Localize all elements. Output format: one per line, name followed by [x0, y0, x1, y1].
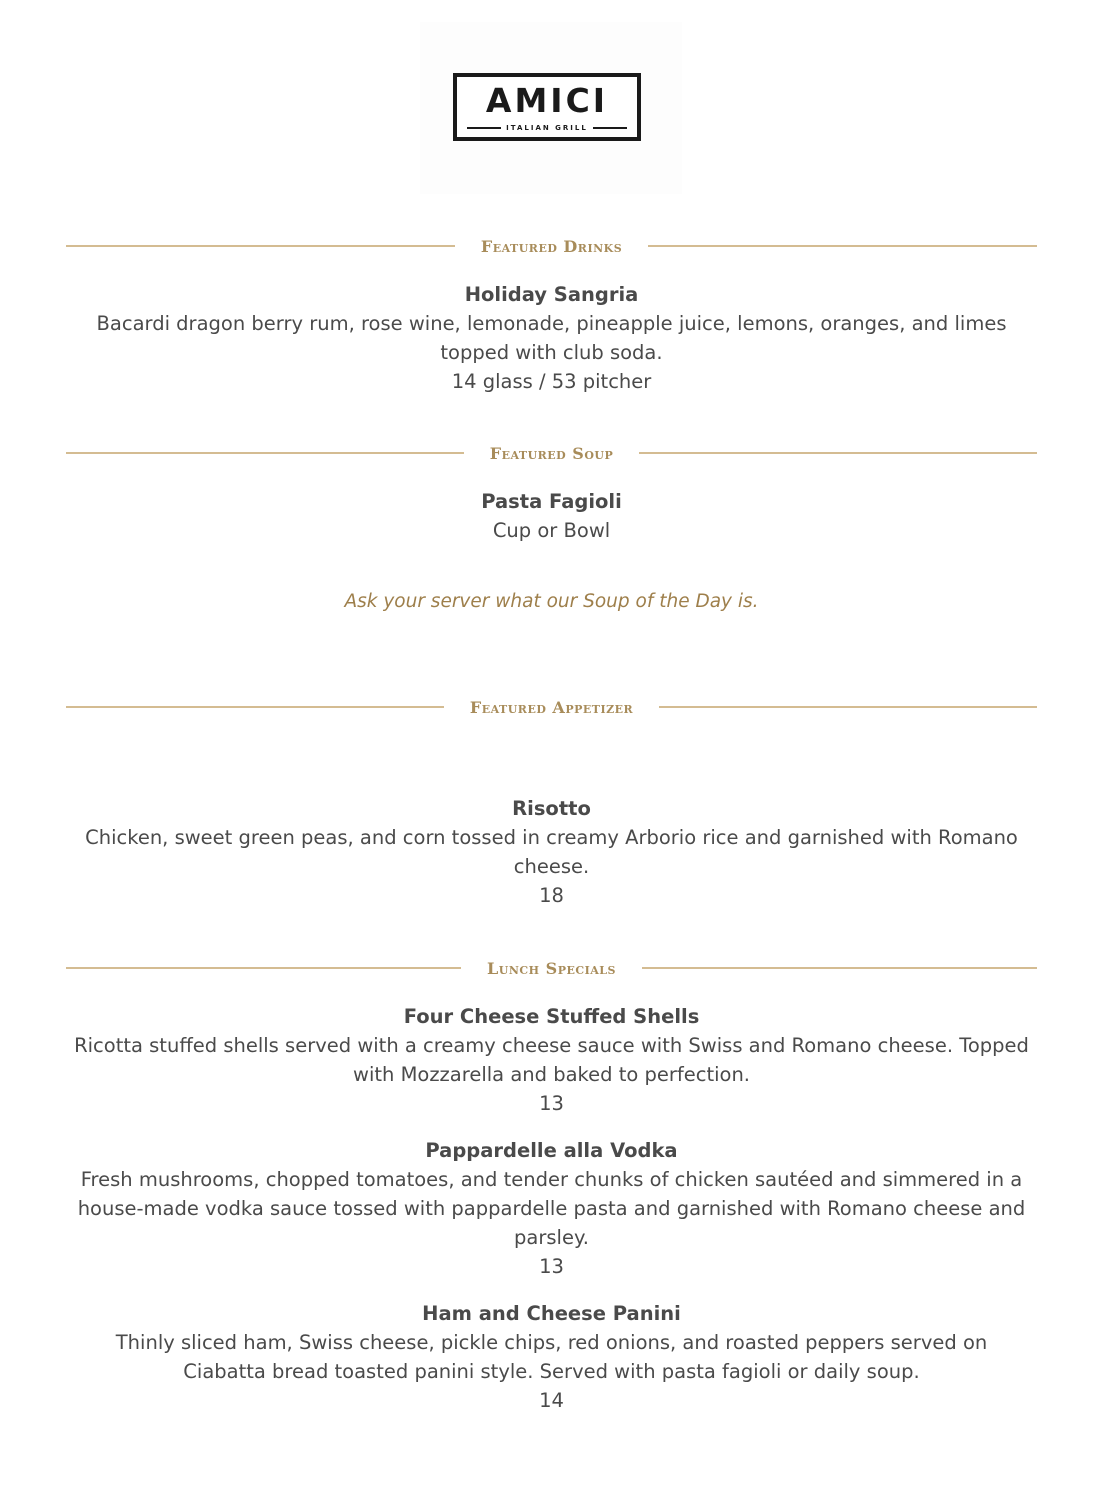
- section-title: Featured Drinks: [480, 236, 623, 256]
- menu-item-pappardelle-alla-vodka: [66, 1136, 1037, 1281]
- section-title: Featured Appetizer: [469, 697, 634, 717]
- menu-item-pasta-fagioli: [66, 487, 1037, 545]
- divider-left: [66, 706, 444, 708]
- item-name: Risotto: [512, 797, 591, 820]
- item-price: 18: [539, 884, 564, 907]
- logo-tagline: ITALIAN GRILL: [457, 123, 637, 133]
- amici-logo: [453, 73, 641, 141]
- item-name: Pappardelle alla Vodka: [425, 1139, 678, 1162]
- divider-right: [642, 967, 1037, 969]
- menu-item-holiday-sangria: [66, 280, 1037, 396]
- item-price: 13: [539, 1255, 564, 1278]
- item-description: Fresh mushrooms, chopped tomatoes, and tender chunks of chicken sautéed and simmered in a house-made vodka sauce tossed with pappardelle pasta and garnished with Romano cheese and parsley.: [77, 1168, 1026, 1249]
- logo-name: AMICI: [485, 81, 609, 120]
- item-price: 13: [539, 1092, 564, 1115]
- soup-of-the-day-note: Ask your server what our Soup of the Day is.: [344, 591, 759, 612]
- item-description: Ricotta stuffed shells served with a creamy cheese sauce with Swiss and Romano cheese. Topped with Mozzarella and baked to perfection.: [74, 1034, 1029, 1086]
- menu-item-four-cheese-stuffed-shells: [66, 1002, 1037, 1118]
- item-description: Thinly sliced ham, Swiss cheese, pickle chips, red onions, and roasted peppers served on Ciabatta bread toasted panini style. Served with pasta fagioli or daily soup.: [115, 1331, 988, 1383]
- divider-right: [648, 245, 1037, 247]
- item-name: Holiday Sangria: [464, 283, 639, 306]
- item-price: 14 glass / 53 pitcher: [451, 370, 652, 393]
- item-name: Ham and Cheese Panini: [422, 1302, 681, 1325]
- item-description: Cup or Bowl: [492, 519, 611, 542]
- section-header-lunch-specials: [66, 956, 1037, 980]
- menu-item-risotto: [66, 794, 1037, 910]
- item-name: Four Cheese Stuffed Shells: [403, 1005, 700, 1028]
- section-header-featured-soup: [66, 441, 1037, 465]
- item-name: Pasta Fagioli: [481, 490, 622, 513]
- logo-area: [420, 22, 682, 194]
- section-header-featured-drinks: [66, 234, 1037, 258]
- item-price: 14: [539, 1389, 564, 1412]
- item-description: Chicken, sweet green peas, and corn tossed in creamy Arborio rice and garnished with Romano cheese.: [85, 826, 1018, 878]
- item-description: Bacardi dragon berry rum, rose wine, lemonade, pineapple juice, lemons, oranges, and limes topped with club soda.: [96, 312, 1007, 364]
- menu-item-ham-and-cheese-panini: [66, 1299, 1037, 1415]
- divider-left: [66, 245, 455, 247]
- divider-right: [659, 706, 1037, 708]
- divider-right: [639, 452, 1037, 454]
- divider-left: [66, 452, 464, 454]
- section-title: Featured Soup: [489, 443, 614, 463]
- divider-left: [66, 967, 461, 969]
- section-header-featured-appetizer: [66, 695, 1037, 719]
- section-title: Lunch Specials: [487, 958, 616, 978]
